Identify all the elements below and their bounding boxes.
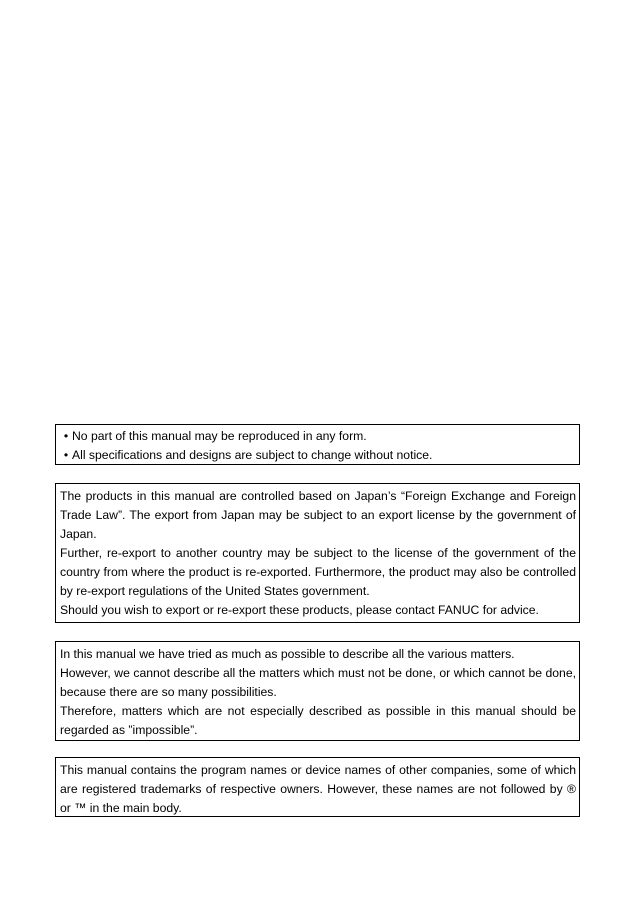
bullet-icon: • xyxy=(63,429,69,443)
bullet-item xyxy=(60,446,575,465)
bullet-text: No part of this manual may be reproduced in any form. xyxy=(72,429,367,443)
notice-paragraph: In this manual we have tried as much as possible to describe all the various matters. xyxy=(60,647,515,661)
trademark-notice xyxy=(55,757,580,817)
notice-paragraph: Should you wish to export or re-export these products, please contact FANUC for advice. xyxy=(60,603,539,617)
bullet-item xyxy=(60,427,575,446)
bullet-icon: • xyxy=(63,448,69,462)
export-control-notice xyxy=(55,483,580,623)
notice-paragraph: However, we cannot describe all the matters which must not be done, or which cannot be done, because there are so many possibilities. xyxy=(60,666,576,699)
impossible-matters-notice xyxy=(55,641,580,741)
notice-paragraph: Further, re-export to another country may be subject to the license of the government of the country from where the product is re-exported. Furthermore, the product may also be controlled by re-export regulations of the United States government. xyxy=(60,546,576,598)
copyright-notice-box xyxy=(55,424,580,465)
notice-paragraph: This manual contains the program names or device names of other companies, some of which are registered trademarks of respective owners. However, these names are not followed by ® or ™ in the main body. xyxy=(60,763,576,815)
notice-paragraph: Therefore, matters which are not especially described as possible in this manual should be regarded as ”impossible”. xyxy=(60,704,576,737)
notice-paragraph: The products in this manual are controlled based on Japan’s “Foreign Exchange and Foreign Trade Law”. The export from Japan may be subject to an export license by the government of Japan. xyxy=(60,489,576,541)
bullet-text: All specifications and designs are subject to change without notice. xyxy=(72,448,433,462)
